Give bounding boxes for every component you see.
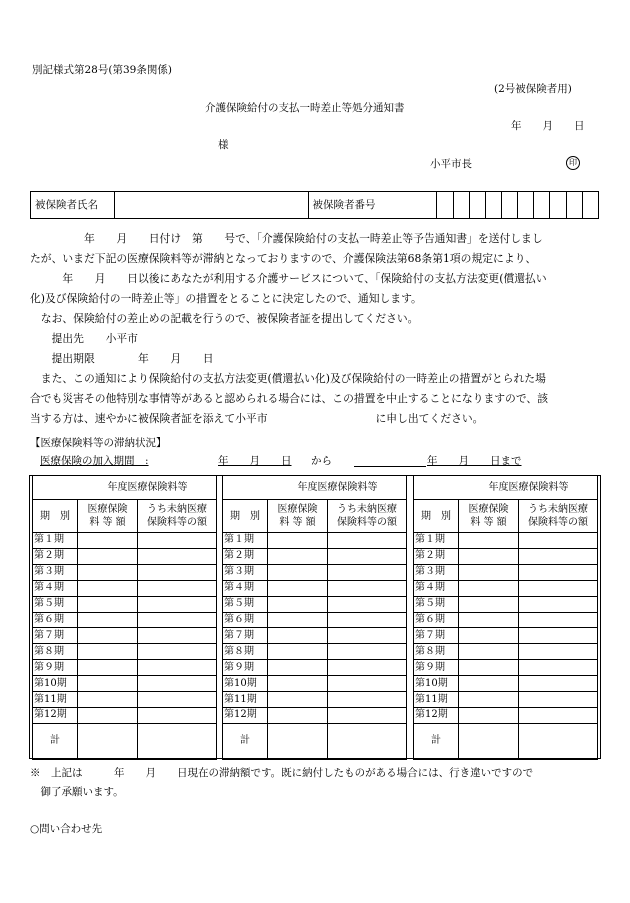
period-label: 第２期	[223, 548, 268, 564]
unpaid-amount-cell[interactable]	[328, 707, 407, 723]
period-label: 第２期	[33, 548, 78, 564]
premium-amount-cell[interactable]	[78, 692, 138, 708]
period-row	[33, 660, 217, 676]
contact-heading: ○問い合わせ先	[30, 823, 103, 835]
premium-amount-cell[interactable]	[459, 660, 519, 676]
total-premium-cell[interactable]	[459, 723, 519, 759]
premium-amount-cell[interactable]	[78, 707, 138, 723]
premium-amount-cell[interactable]	[268, 660, 328, 676]
unpaid-amount-cell[interactable]	[138, 692, 217, 708]
premium-amount-cell[interactable]	[78, 533, 138, 549]
period-label: 第６期	[223, 612, 268, 628]
period-label: 第７期	[223, 628, 268, 644]
unpaid-amount-cell[interactable]	[138, 628, 217, 644]
period-row	[414, 628, 598, 644]
unpaid-amount-cell[interactable]	[328, 533, 407, 549]
premium-amount-cell[interactable]	[459, 548, 519, 564]
insured-number-digit[interactable]	[566, 192, 582, 219]
period-row	[33, 644, 217, 660]
document-title: 介護保険給付の支払一時差止等処分通知書	[205, 102, 405, 114]
unpaid-amount-cell[interactable]	[328, 628, 407, 644]
unpaid-amount-cell[interactable]	[519, 628, 598, 644]
premium-amount-cell[interactable]	[268, 548, 328, 564]
period-row	[414, 580, 598, 596]
insured-number-digit[interactable]	[534, 192, 550, 219]
unpaid-amount-cell[interactable]	[138, 580, 217, 596]
period-label: 第２期	[414, 548, 459, 564]
period-row	[223, 644, 407, 660]
premium-amount-cell[interactable]	[78, 548, 138, 564]
period-label: 第12期	[414, 707, 459, 723]
insured-name-label: 被保険者氏名	[31, 192, 115, 219]
period-row	[223, 596, 407, 612]
premium-amount-cell[interactable]	[78, 644, 138, 660]
note-line-2: 御了承願います。	[30, 786, 124, 798]
unpaid-amount-cell[interactable]	[519, 644, 598, 660]
fiscal-year-header: 年度医療保険料等	[223, 476, 407, 500]
insured-number-digit[interactable]	[582, 192, 598, 219]
unpaid-amount-cell[interactable]	[328, 548, 407, 564]
premium-amount-cell[interactable]	[78, 580, 138, 596]
insurance-period-to: 年 月 日まで	[427, 455, 522, 467]
period-row	[223, 564, 407, 580]
period-label: 第３期	[223, 564, 268, 580]
insured-id-table	[30, 191, 599, 219]
period-column-header: 期 別	[414, 500, 459, 533]
period-label: 第８期	[33, 644, 78, 660]
period-label: 第８期	[223, 644, 268, 660]
period-row	[223, 612, 407, 628]
period-label: 第１期	[33, 533, 78, 549]
period-label: 第５期	[414, 596, 459, 612]
period-row	[223, 580, 407, 596]
period-column-header: 期 別	[33, 500, 78, 533]
unpaid-amount-cell[interactable]	[328, 596, 407, 612]
unpaid-amount-cell[interactable]	[328, 644, 407, 660]
unpaid-amount-cell[interactable]	[328, 612, 407, 628]
period-label: 第10期	[414, 676, 459, 692]
arrears-table-year-3	[413, 475, 598, 760]
total-row	[223, 723, 407, 759]
premium-amount-cell[interactable]	[459, 676, 519, 692]
body-paragraph-3: また、この通知により保険給付の支払方法変更(償還払い化)及び保険給付の一時差止の措置がとられた場 合でも災害その他特別な事情等があると認められる場合には、この措置を中止することになりますので、該 当する方は、速やかに被保険者証を添えて小平市 に申し出てください。	[30, 372, 549, 425]
premium-amount-column-header: 医療保険 料 等 額	[78, 500, 138, 533]
arrears-table-year-2	[222, 475, 407, 760]
period-label: 第９期	[223, 660, 268, 676]
unpaid-amount-cell[interactable]	[519, 533, 598, 549]
period-row	[33, 580, 217, 596]
form-number: 別記様式第28号(第39条関係)	[32, 64, 172, 76]
period-label: 第９期	[414, 660, 459, 676]
period-label: 第９期	[33, 660, 78, 676]
period-label: 第７期	[414, 628, 459, 644]
premium-amount-cell[interactable]	[268, 692, 328, 708]
period-row	[414, 533, 598, 549]
premium-amount-cell[interactable]	[459, 612, 519, 628]
unpaid-amount-cell[interactable]	[138, 644, 217, 660]
premium-amount-cell[interactable]	[459, 596, 519, 612]
unpaid-amount-column-header: うち未納医療 保険料等の額	[328, 500, 407, 533]
period-row	[414, 548, 598, 564]
total-premium-cell[interactable]	[78, 723, 138, 759]
premium-amount-column-header: 医療保険 料 等 額	[459, 500, 519, 533]
total-row	[414, 723, 598, 759]
period-label: 第12期	[33, 707, 78, 723]
arrears-table-year-1	[32, 475, 217, 760]
deadline-line: 提出期限 年 月 日	[30, 352, 214, 365]
fiscal-year-header: 年度医療保険料等	[414, 476, 598, 500]
unpaid-amount-cell[interactable]	[138, 548, 217, 564]
insurance-period-from: 年 月 日	[218, 455, 292, 467]
note-line-1: ※ 上記は 年 月 日現在の滞納額です。既に納付したものがある場合には、行き違いですので	[30, 767, 534, 779]
period-row	[414, 612, 598, 628]
period-row	[33, 612, 217, 628]
insured-number-label: 被保険者番号	[308, 192, 437, 219]
period-label: 第４期	[33, 580, 78, 596]
unpaid-amount-cell[interactable]	[519, 707, 598, 723]
period-label: 第６期	[414, 612, 459, 628]
premium-amount-cell[interactable]	[78, 628, 138, 644]
total-label: 計	[33, 723, 78, 759]
unpaid-amount-cell[interactable]	[519, 692, 598, 708]
period-row	[223, 692, 407, 708]
seal-mark: 印	[566, 156, 580, 170]
premium-amount-cell[interactable]	[459, 707, 519, 723]
period-row	[33, 692, 217, 708]
premium-amount-cell[interactable]	[268, 628, 328, 644]
period-label: 第４期	[223, 580, 268, 596]
premium-amount-cell[interactable]	[268, 533, 328, 549]
premium-amount-cell[interactable]	[268, 676, 328, 692]
unpaid-amount-cell[interactable]	[328, 580, 407, 596]
unpaid-amount-cell[interactable]	[519, 676, 598, 692]
insurance-period-from-suffix: から	[311, 455, 332, 467]
period-row	[414, 707, 598, 723]
unpaid-amount-cell[interactable]	[519, 596, 598, 612]
insured-number-digit[interactable]	[518, 192, 534, 219]
unpaid-amount-cell[interactable]	[138, 707, 217, 723]
period-label: 第３期	[414, 564, 459, 580]
insurance-period-to-blank	[354, 466, 426, 467]
insurance-period-label: 医療保険の加入期間 :	[40, 455, 149, 467]
unpaid-amount-cell[interactable]	[328, 660, 407, 676]
period-row	[223, 660, 407, 676]
period-row	[414, 660, 598, 676]
period-label: 第11期	[33, 692, 78, 708]
unpaid-amount-cell[interactable]	[328, 676, 407, 692]
period-label: 第11期	[223, 692, 268, 708]
sender-name: 小平市長	[430, 158, 472, 170]
premium-amount-cell[interactable]	[459, 692, 519, 708]
unpaid-amount-cell[interactable]	[138, 596, 217, 612]
premium-amount-cell[interactable]	[78, 660, 138, 676]
period-row	[414, 692, 598, 708]
fiscal-year-header: 年度医療保険料等	[33, 476, 217, 500]
premium-amount-cell[interactable]	[268, 707, 328, 723]
insured-name-field[interactable]	[114, 192, 308, 219]
form-type: (2号被保険者用)	[494, 83, 572, 95]
period-label: 第10期	[33, 676, 78, 692]
premium-amount-cell[interactable]	[268, 596, 328, 612]
total-unpaid-cell[interactable]	[138, 723, 217, 759]
period-label: 第12期	[223, 707, 268, 723]
period-row	[33, 676, 217, 692]
body-paragraph-1: 年 月 日付け 第 号で、「介護保険給付の支払一時差止等予告通知書」を送付しまし たが、いまだ下記の医療保険料等が滞納となっておりますので、介護保険法第68条第1項の規定により、 年 月 日以後にあなたが利用する介護サービスについて、「保険給付の支払方法変更(償還払い 化)及び保険給付の一時差止等」の措置をとることに決定したので、通知します。	[30, 232, 547, 305]
submit-to-line: 提出先 小平市	[30, 332, 138, 345]
total-unpaid-cell[interactable]	[519, 723, 598, 759]
premium-amount-cell[interactable]	[78, 564, 138, 580]
premium-amount-cell[interactable]	[459, 533, 519, 549]
period-row	[414, 644, 598, 660]
premium-amount-cell[interactable]	[268, 612, 328, 628]
period-row	[414, 564, 598, 580]
premium-amount-cell[interactable]	[459, 564, 519, 580]
unpaid-amount-cell[interactable]	[138, 564, 217, 580]
period-row	[33, 707, 217, 723]
insured-number-digit[interactable]	[550, 192, 566, 219]
unpaid-amount-cell[interactable]	[519, 612, 598, 628]
premium-amount-cell[interactable]	[268, 644, 328, 660]
insured-number-digit[interactable]	[485, 192, 501, 219]
period-column-header: 期 別	[223, 500, 268, 533]
insured-number-digit[interactable]	[437, 192, 453, 219]
period-label: 第８期	[414, 644, 459, 660]
total-label: 計	[223, 723, 268, 759]
period-label: 第７期	[33, 628, 78, 644]
unpaid-amount-cell[interactable]	[519, 660, 598, 676]
period-row	[33, 596, 217, 612]
period-label: 第５期	[223, 596, 268, 612]
total-premium-cell[interactable]	[268, 723, 328, 759]
period-label: 第６期	[33, 612, 78, 628]
addressee-suffix: 様	[218, 139, 229, 151]
unpaid-amount-cell[interactable]	[519, 564, 598, 580]
premium-amount-cell[interactable]	[78, 596, 138, 612]
period-row	[33, 548, 217, 564]
period-row	[414, 676, 598, 692]
unpaid-amount-cell[interactable]	[519, 580, 598, 596]
period-row	[223, 676, 407, 692]
unpaid-amount-cell[interactable]	[328, 692, 407, 708]
unpaid-amount-column-header: うち未納医療 保険料等の額	[519, 500, 598, 533]
period-label: 第10期	[223, 676, 268, 692]
body-paragraph-2: なお、保険給付の差止めの記載を行うので、被保険者証を提出してください。 提出先 小平市 提出期限 年 月 日	[30, 309, 600, 369]
unpaid-amount-cell[interactable]	[138, 676, 217, 692]
period-row	[33, 533, 217, 549]
total-unpaid-cell[interactable]	[328, 723, 407, 759]
premium-amount-cell[interactable]	[459, 628, 519, 644]
premium-amount-cell[interactable]	[268, 564, 328, 580]
insured-number-digit[interactable]	[501, 192, 517, 219]
period-label: 第１期	[414, 533, 459, 549]
premium-amount-cell[interactable]	[459, 580, 519, 596]
period-row	[223, 628, 407, 644]
insured-number-digit[interactable]	[469, 192, 485, 219]
date-line: 年 月 日	[511, 120, 585, 132]
premium-amount-cell[interactable]	[78, 676, 138, 692]
unpaid-amount-cell[interactable]	[138, 612, 217, 628]
premium-amount-column-header: 医療保険 料 等 額	[268, 500, 328, 533]
unpaid-amount-column-header: うち未納医療 保険料等の額	[138, 500, 217, 533]
total-label: 計	[414, 723, 459, 759]
insured-number-digit[interactable]	[453, 192, 469, 219]
period-row	[223, 533, 407, 549]
unpaid-amount-cell[interactable]	[138, 660, 217, 676]
period-label: 第11期	[414, 692, 459, 708]
unpaid-amount-cell[interactable]	[519, 548, 598, 564]
period-label: 第１期	[223, 533, 268, 549]
total-row	[33, 723, 217, 759]
premium-amount-cell[interactable]	[78, 612, 138, 628]
period-row	[33, 564, 217, 580]
period-row	[223, 548, 407, 564]
period-label: 第３期	[33, 564, 78, 580]
unpaid-amount-cell[interactable]	[138, 533, 217, 549]
premium-amount-cell[interactable]	[459, 644, 519, 660]
period-row	[223, 707, 407, 723]
period-row	[414, 596, 598, 612]
premium-amount-cell[interactable]	[268, 580, 328, 596]
period-label: 第４期	[414, 580, 459, 596]
period-label: 第５期	[33, 596, 78, 612]
status-heading: 【医療保険料等の滞納状況】	[30, 437, 167, 449]
unpaid-amount-cell[interactable]	[328, 564, 407, 580]
period-row	[33, 628, 217, 644]
